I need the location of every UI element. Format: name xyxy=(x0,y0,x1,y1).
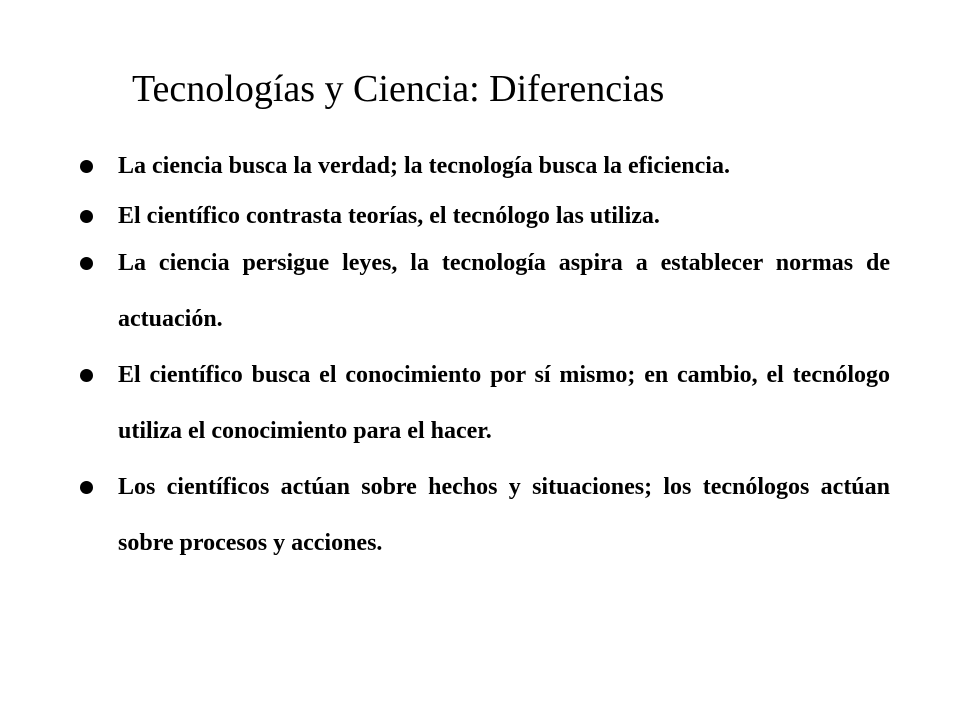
bullet-text-5: Los científicos actúan sobre hechos y situaciones; los tecnólogos actúan sobre procesos y acciones. xyxy=(118,474,890,556)
bullet-item-3 xyxy=(80,235,890,347)
bullet-list xyxy=(80,150,890,571)
bullet-item-2 xyxy=(80,200,890,232)
bullet-dot-icon xyxy=(80,481,93,494)
bullet-item-4 xyxy=(80,347,890,459)
bullet-text-2: El científico contrasta teorías, el tecnólogo las utiliza. xyxy=(118,203,660,229)
bullet-dot-icon xyxy=(80,369,93,382)
slide-title: Tecnologías y Ciencia: Diferencias xyxy=(132,68,665,110)
bullet-dot-icon xyxy=(80,160,93,173)
bullet-text-1: La ciencia busca la verdad; la tecnología busca la eficiencia. xyxy=(118,153,730,179)
bullet-text-3: La ciencia persigue leyes, la tecnología aspira a establecer normas de actuación. xyxy=(118,250,890,332)
bullet-item-5 xyxy=(80,459,890,571)
bullet-dot-icon xyxy=(80,257,93,270)
bullet-dot-icon xyxy=(80,210,93,223)
bullet-text-4: El científico busca el conocimiento por sí mismo; en cambio, el tecnólogo utiliza el conocimiento para el hacer. xyxy=(118,362,890,444)
bullet-item-1 xyxy=(80,150,890,182)
